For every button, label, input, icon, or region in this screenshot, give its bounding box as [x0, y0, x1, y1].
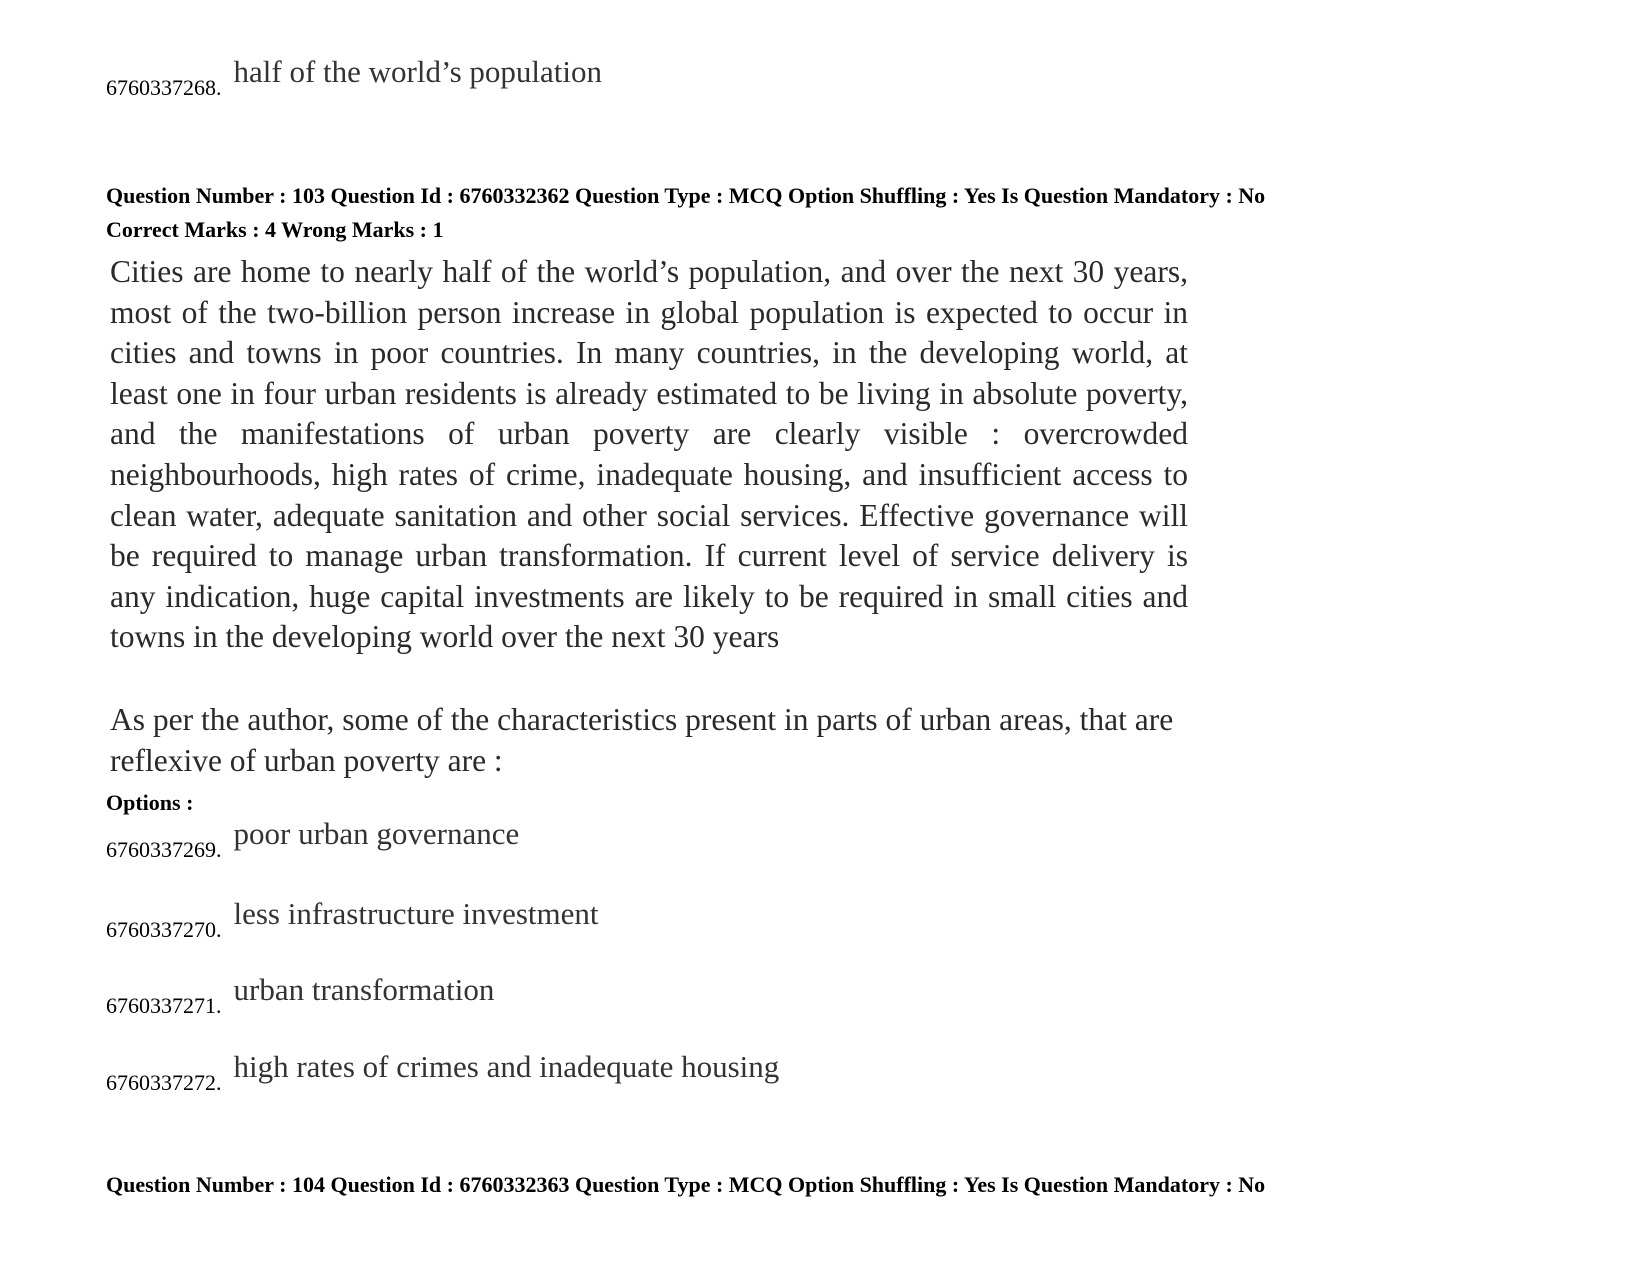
option-row-4[interactable] — [106, 1049, 780, 1095]
option-id: 6760337270. — [106, 917, 222, 942]
option-text: high rates of crimes and inadequate housing — [233, 1049, 780, 1084]
option-id: 6760337271. — [106, 993, 222, 1018]
option-row-3[interactable] — [106, 972, 495, 1018]
options-label: Options : — [106, 790, 194, 815]
question-text: As per the author, some of the characteristics present in parts of urban areas, that are reflexive of urban poverty are : — [110, 702, 1174, 778]
passage-text: Cities are home to nearly half of the world’s population, and over the next 30 years, most of the two-billion person increase in global population is expected to occur in cities and towns in poor countries. In many countries, in the developing world, at least one in four urban residents is already estimated to be living in absolute poverty, and the manifestations of urban poverty are clearly visible : overcrowded neighbourhoods, high rates of crime, inadequate housing, and insufficient access to clean water, adequate sanitation and other social services. Effective governance will be required to manage urban transformation. If current level of service delivery is any indication, huge capital investments are likely to be required in small cities and towns in the developing world over the next 30 years — [110, 254, 1188, 655]
option-id: 6760337268. — [106, 75, 222, 100]
option-row-2[interactable] — [106, 896, 599, 942]
option-id: 6760337269. — [106, 837, 222, 862]
question-passage — [110, 252, 1188, 658]
question-103-header: Question Number : 103 Question Id : 6760332362 Question Type : MCQ Option Shuffling : Yes Is Question Mandatory : No — [106, 183, 1266, 208]
option-id: 6760337272. — [106, 1070, 222, 1095]
option-text: urban transformation — [233, 972, 495, 1007]
option-text: half of the world’s population — [233, 54, 602, 89]
question-103-marks: Correct Marks : 4 Wrong Marks : 1 — [106, 217, 444, 242]
option-row-1[interactable] — [106, 816, 520, 862]
option-text: less infrastructure investment — [233, 896, 599, 931]
option-text: poor urban governance — [233, 816, 520, 851]
prev-option-row — [106, 54, 602, 100]
question-104-header: Question Number : 104 Question Id : 6760332363 Question Type : MCQ Option Shuffling : Yes Is Question Mandatory : No — [106, 1172, 1266, 1197]
